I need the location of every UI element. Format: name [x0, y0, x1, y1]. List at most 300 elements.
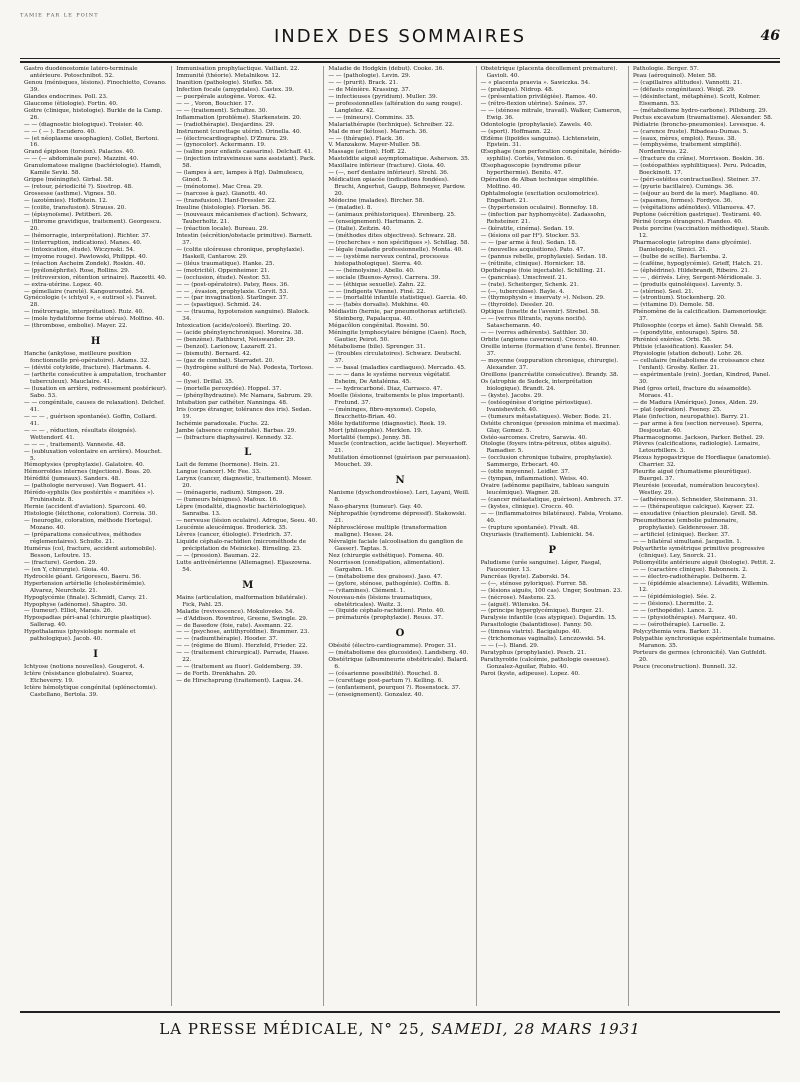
index-entry: — (aiguë). Wilensko. 54.: [480, 601, 551, 608]
index-entry: — (éphédrine). Hildebrandt, Ribeiro. 21.: [632, 267, 750, 274]
index-entry: — (—, nerf dentaire inférieur). Strehl. 36.: [328, 170, 449, 177]
index-entry: — — bilatéral simultané. Jacquelin. 1.: [632, 538, 742, 545]
index-entry: Mastoïdite aiguë asymptomatique. Asherson. 35.: [328, 156, 470, 163]
index-entry: — prématurés (prophylaxie). Reuss. 37.: [328, 615, 443, 622]
index-entry: — (hypertension oculaire). Bonnefoy. 18.: [480, 205, 599, 212]
index-entry: — (retour, périodicité ?). Sisstrop. 48.: [24, 184, 133, 191]
index-entry: — — , dérivés. Lévy, Sergent-Méridionale. 3.: [632, 274, 762, 281]
index-entry: Hypospadias péri-anal (chirurgie plastique). Sallerag. 40.: [24, 615, 152, 629]
index-entry: — (animaux préhistoriques). Ehrenberg. 25.: [328, 212, 456, 219]
index-entry: — exsudative (réaction pleurale). Grell. 58.: [632, 511, 758, 517]
index-entry: Maxillaire inférieur (fracture). Gioia. 40.: [328, 163, 446, 170]
index-entry: Phrénicé exérèse. Orbi. 58.: [632, 337, 712, 344]
index-entry: Œsophagoscopie (syndrome pileur hyperthermie). Benito. 47.: [480, 163, 581, 177]
index-entry: — — (système nerveux central, processus histopathologique). Sierra. 40.: [328, 253, 449, 267]
index-entry: — (produits quinoléiques). Laventy. 5.: [632, 281, 743, 288]
index-entry: — (kystes, clinique). Crocco. 40.: [480, 504, 574, 511]
index-entry: — — électro-radiothérapie. Delherm. 2.: [632, 573, 747, 580]
index-entry: — — congénitale, causes de relaxation). Delchef. 41.: [24, 399, 165, 413]
index-entry: — (péri-ostéites contractuelles). Steiner. 37.: [632, 177, 761, 184]
index-entry: — (kératite, cinéma). Sedan. 19.: [480, 225, 574, 232]
index-entry: Ischémie paradoxale. Fuchs. 22.: [176, 420, 270, 427]
index-entry: — (pratique). Nidrop. 48.: [480, 86, 554, 93]
index-entry: — — (hémolysine). Abello. 40.: [328, 267, 415, 274]
index-column: [323, 66, 475, 1006]
index-entry: Polypathie synchronique expérimentale humaine. Maranon. 35.: [632, 636, 776, 650]
index-entry: Porteurs de germes (chronicité). Van Gutfeldt. 20.: [632, 650, 767, 664]
index-entry: — (—, tuberculose). Bayle. 4.: [480, 288, 565, 295]
index-entry: Mains (articulation, malformation bilatérale). Fick, Pahl. 25.: [176, 594, 308, 608]
index-entry: — (iléus traumatique). Hanke. 25.: [176, 260, 275, 267]
index-entry: Mal de mer (kétose). Marrach. 36.: [328, 128, 428, 135]
index-entry: — de Hirschsprung (traitement). Laqua. 24.: [176, 678, 303, 685]
index-entry: Maladie de Hodgkin (début). Cooke. 36.: [328, 66, 445, 72]
index-entry: Phtisie (classification). Kassler. 54.: [632, 344, 734, 351]
index-entry: — (pyélonéphrite). Rose, Rollins. 29.: [24, 267, 130, 274]
index-entry: Philosophie (corps et âme). Sahli Oswald. 58.: [632, 323, 764, 330]
index-entry: — (fracture). Gordon. 29.: [24, 559, 98, 566]
index-entry: — (colite ulcéreuse chronique, prophylaxie). Haskell, Cantarow. 29.: [176, 246, 305, 260]
index-entry: Mortalité (temps). Jenny. 58.: [328, 434, 411, 441]
index-entry: — (ostéopathies syphilitiques). Peru. Polcadin, Boeckinott. 17.: [632, 163, 767, 177]
index-entry: Oreille interne (formation d'une fente). Brunner. 37.: [480, 344, 621, 358]
index-entry: — (lyse). Drillal. 35.: [176, 378, 234, 385]
index-column: [20, 66, 171, 1006]
index-entry: — — (caractère clinique). Babonneix. 2.: [632, 566, 748, 573]
index-column: [476, 66, 628, 1006]
index-entry: — (neuroglie, coloration, méthode Hortega). Mozano. 40.: [24, 518, 153, 532]
index-entry: — (motricité). Oppenheimer. 21.: [176, 267, 270, 274]
index-entry: — (tympan, inflammation). Weiss. 40.: [480, 476, 589, 483]
index-entry: — — (traitement chirurgical). Parrade, Haase. 22.: [176, 650, 310, 664]
index-entry: — (en Y, chirurgie). Gioia. 40.: [24, 566, 110, 573]
index-entry: V. Manzakow. Mayer-Muller. 58.: [328, 142, 421, 149]
index-entry: — (—, sténose pylorique). Furrer. 58.: [480, 580, 588, 587]
index-entry: Opération de Alban technique simplifiée. Molfino. 40.: [480, 177, 599, 191]
index-entry: Leucémie aleucémique. Broderick. 35.: [176, 525, 288, 532]
index-entry: — — — , guérison spontanée). Goffin, Collard. 41.: [24, 413, 157, 427]
index-entry: — — (orthopédie). Lance. 2.: [632, 608, 714, 615]
index-entry: — (pancréas). Umschweif. 21.: [480, 274, 568, 281]
index-entry: Os (atrophie de Sudeck, interprétation biologique). Brandt. 24.: [480, 378, 593, 392]
index-entry: — (troubles circulatoires). Schwarz. Deutschl. 37.: [328, 351, 462, 365]
index-entry: — — (épidémiologie). Sée. 2.: [632, 594, 717, 601]
index-entry: — par arme à feu (section nerveuse). Sperra, Desjoustar. 40.: [632, 420, 764, 434]
section-letter: P: [548, 544, 556, 556]
index-entry: Mutilation émotionnel (guérison par persuasion). Mouchet. 39.: [328, 455, 471, 469]
index-entry: — — (traitement). Schultze. 30.: [176, 107, 268, 114]
index-entry: — (tumeurs métastatiques). Weber. Bode. 21.: [480, 413, 612, 420]
index-entry: Naso-pharynx (tumeur). Gay. 40.: [328, 504, 423, 511]
index-entry: — — (éthique sexuelle). Zahn. 22.: [328, 281, 426, 288]
index-entry: — (spondylite, entourage). Spiro. 58.: [632, 330, 740, 337]
index-entry: — — (radiumthérapie). Hooder. 37.: [176, 636, 278, 643]
page-title: INDEX DES SOMMAIRES: [273, 26, 527, 47]
index-entry: — (désinfectant, métaphène). Scott, Kolmer. Eisemann. 53.: [632, 93, 761, 107]
index-entry: — — (sténose mitrale, travail). Walker, Cameron, Ewig. 36.: [480, 107, 622, 121]
index-entry: Œdème (lipoïdes sanguins). Lichtenstein, Epstein. 31.: [480, 135, 601, 149]
index-entry: Orbite (angiome caverneux). Crocco. 40.: [480, 337, 599, 344]
index-entry: Pharmacognome. Jackson, Parker. Bethel. 29.: [632, 434, 765, 441]
index-entry: — — basal (maladies cardiaques). Mercado. 45.: [328, 364, 466, 371]
index-entry: — (lampes à arc, lampes à Hg). Dalmulescu, Ginod. 5.: [176, 170, 304, 184]
issue-date: SAMEDI, 28 MARS 1931: [431, 1020, 641, 1038]
index-entry: — — (traitement au fluor). Goldemberg. 39.: [176, 664, 303, 671]
index-entry: — (rétroversion, rétention urinaire). Razzetti. 40.: [24, 274, 167, 281]
index-entry: — (végétations adénoïdes). Villanueva. 47.: [632, 205, 756, 212]
index-entry: Hérédité (jumeaux). Sanders. 48.: [24, 476, 121, 483]
index-entry: — (emphysème, traitement simplifié). Nordentreus. 22.: [632, 142, 742, 156]
index-columns: [20, 66, 780, 1006]
index-entry: — (hydrogène sulfuré de Na). Podesta, Tortoso. 40.: [176, 364, 313, 378]
index-entry: Odontologie (prophylaxie). Zawels. 40.: [480, 121, 593, 128]
index-entry: Gastro duodénostomie latéro-terminale antérieure. Potoschnibot. 52.: [24, 66, 138, 79]
index-entry: — (ménagerie, radium). Simpson. 29.: [176, 490, 285, 497]
index-entry: Obstétrique (albumineurie obstétricale). Balard. 6.: [328, 657, 468, 671]
index-entry: — — (mortalité infantile statistique). Garcia. 40.: [328, 295, 468, 302]
index-entry: — nerveuse (lésion oculaire). Adrogue, Seeu. 40.: [176, 518, 318, 525]
index-entry: — (saline pour enfants caesarins). Delchaff. 41.: [176, 149, 313, 156]
index-entry: — (métabolisme hydro-carbone). Pillsburg. 29.: [632, 107, 768, 114]
index-entry: Optique (lunette de l'avenir). Strebel. 58.: [480, 309, 600, 316]
header-rule-thick: [20, 61, 780, 63]
index-entry: Paratyphus (prophylaxie). Pesch. 21.: [480, 650, 587, 657]
index-entry: Moelle (lésions, traitements le plus important). Fretund. 37.: [328, 392, 465, 406]
section-letter: M: [242, 579, 254, 591]
index-entry: Larynx (cancer, diagnostic, traitement). Moser. 20.: [176, 476, 312, 490]
page-header: [20, 12, 780, 54]
index-entry: — — (— abdominale pure). Mazzini. 40.: [24, 156, 139, 163]
index-entry: — (et néoplasme œsophagien). Collet, Bertoni. 16.: [24, 135, 159, 149]
index-entry: Instrument (curettage utérin). Orinella. 40.: [176, 128, 302, 135]
index-entry: Médication opiacée (indications fondées). Bruchi, Angerhut, Gaupp, Bohmeyer, Pardow. 20.: [328, 177, 466, 198]
index-entry: Mort (philosophie). Merklen. 19.: [328, 427, 423, 434]
index-entry: — (rétinite, clinique). Hornicker. 18.: [480, 260, 586, 267]
index-entry: — (réaction Ascheim Zondek). Roskin. 40.: [24, 260, 146, 267]
index-entry: Hémoptysies (prophylaxie). Galatoire. 40.: [24, 462, 145, 469]
index-entry: — — (thérapie). Flack. 36.: [328, 135, 405, 142]
index-entry: — — (spastique). Schmid. 24.: [176, 302, 262, 309]
index-entry: — — (indigents Vienne). Finé. 22.: [328, 288, 426, 295]
index-entry: — — (par invagination). Starlinger. 37.: [176, 295, 288, 302]
index-entry: Lèpre (modalité, diagnostic bactériologique). Sanraiba. 13.: [176, 504, 307, 518]
index-entry: Malariathérapie (technique). Schreiber. 22.: [328, 121, 454, 128]
index-entry: — (métabolisme des glucosides). Landsberg. 40.: [328, 650, 469, 657]
index-entry: — — (pression). Bauman. 22.: [176, 552, 261, 559]
index-entry: — (thymophysin « inservaty »). Nelson. 29.: [480, 295, 605, 302]
index-entry: Nanisme (dyschondrostéose). Leri, Layani, Weill. 8.: [328, 490, 470, 504]
index-entry: Massage (action). Hoff. 22.: [328, 149, 407, 156]
index-entry: — — — dans le système nerveux végétatif. Esheim, De Antalénna. 45.: [328, 371, 451, 385]
index-entry: Intestin (sécrétion/obstacle primitive). Barnett. 37.: [176, 232, 313, 246]
index-entry: — (épisynoïsme). Petitberi. 26.: [24, 212, 113, 219]
index-entry: — — (par arme à feu). Sedan. 18.: [480, 239, 577, 246]
index-entry: Ictère (résistance globulaire). Suarez, Etcheverry. 19.: [24, 671, 134, 685]
index-entry: — (principe hyperglycémique). Burger. 21.: [480, 608, 604, 615]
index-entry: — (méninges, fibro-myxome). Copelo, Bracchetto-Brian. 40.: [328, 406, 437, 420]
index-entry: Grossesse (asthme). Vignes. 50.: [24, 191, 117, 198]
index-entry: — de Forth. Drenkhahn. 20.: [176, 671, 257, 678]
index-entry: — — , évasion, prophylaxie. Corvit. 53.: [176, 288, 289, 295]
index-entry: — (adhérences). Schneider, Steinmann. 31.: [632, 497, 758, 504]
footer-rule: [20, 1011, 780, 1013]
index-entry: Otologie (foyers intra-pétreux, otites aiguës). Ramadier. 5.: [480, 441, 612, 455]
index-entry: — — — , traitement). Vanneste. 48.: [24, 441, 126, 448]
index-entry: — (thrombose, embolie). Mayer. 22.: [24, 323, 128, 330]
index-column: [171, 66, 323, 1006]
index-entry: — cellulaire (métabolisme de croissance chez l'enfant). Grosby. Keller. 21.: [632, 358, 765, 371]
index-entry: — (présentation privilégiée). Ramos. 40.: [480, 93, 598, 100]
index-entry: Hanche (ankylose, meilleure position fonctionnelle pré-opératoire). Adams. 32.: [24, 351, 150, 365]
index-entry: Plaie (infection, neuropathie). Barry. 21.: [632, 413, 749, 420]
index-entry: — (strontium). Stockenberg. 20.: [632, 295, 726, 302]
index-entry: Môle hydatiforme (diagnostic). Reek. 19.: [328, 420, 447, 427]
index-entry: — — (post-opératoire). Patey, Rees. 36.: [176, 281, 289, 288]
index-entry: Inflammation (problème). Starkenstein. 20.: [176, 114, 302, 121]
index-entry: Gynécologie (« ichtyol », « eutirsol »). Fauvet. 28.: [24, 295, 157, 309]
index-entry: — (césarienne possibilité). Rouchel. 8.: [328, 671, 440, 678]
index-entry: Jambe (absence congénitale). Barbas. 29.: [176, 427, 296, 434]
index-entry: — — hydrocarboné. Diaz, Carrasco. 47.: [328, 385, 443, 392]
index-entry: — (ménotome). Mac Crea. 29.: [176, 184, 263, 191]
index-entry: — (capillaires altitudes). Vannotti. 21.: [632, 79, 743, 86]
index-entry: — — (psychose, antithyroïdine). Brammer. 23.: [176, 629, 310, 636]
index-entry: Obésité (électro-cardiogramme). Proger. 31.: [328, 643, 457, 650]
index-entry: Nouveau-nés (lésions traumatiques, obstétricales). Waitz. 3.: [328, 594, 433, 608]
index-entry: Médiastin (hernie, par pneumothorax artificiel). Steinberg, Papalacqua. 40.: [328, 309, 467, 323]
index-entry: Plexus hypogastrique de Hordlaque (anatomie). Charrier. 32.: [632, 455, 771, 469]
index-entry: Intoxication (acide/coloré). Bierling. 20.: [176, 323, 292, 330]
index-entry: Ostéo-sarcomes. Cretro, Saravia. 40.: [480, 434, 588, 441]
index-entry: — (dévité cotyloïde, fracture). Hartmann. 4.: [24, 365, 151, 372]
index-entry: Insuline (histologie). Florian. 56.: [176, 205, 271, 212]
index-entry: Ichtyose (notions nouvelles). Gougerot. 4.: [24, 664, 145, 671]
index-entry: — (nouvelles acquisitions). Pato. 47.: [480, 246, 585, 253]
index-entry: Pectus excavatum (traumatisme). Alexander. 58.: [632, 114, 773, 121]
section-letter: O: [395, 628, 405, 640]
index-entry: Pathologie. Berger. 57.: [632, 66, 699, 72]
index-entry: — légale (maladie professionnelle). Monta. 40.: [328, 246, 464, 253]
index-entry: — — (verres filtrants, rayons nocifs). Sataschemann. 40.: [480, 316, 587, 330]
index-entry: — (pyurie bacillaire). Cumings. 36.: [632, 184, 734, 191]
index-entry: — (bulbe de scille). Bartemba. 2.: [632, 253, 728, 260]
index-entry: Lutte antivénérienne (Allemagne). Eljaszowna. 54.: [176, 559, 312, 573]
index-entry: Grand épiploon (torsion). Palacios. 40.: [24, 149, 135, 156]
index-entry: — (rupture spontanée). Fivalt. 48.: [480, 524, 579, 531]
index-entry: Ovaire (adénome papillaire, tableau sanguin leucémique). Wagner. 28.: [480, 483, 610, 497]
index-entry: — extra-utérine. Lopez. 40.: [24, 281, 103, 288]
index-entry: — moyenne (suppuration chronique, chirurgie). Alexander. 37.: [480, 358, 619, 371]
index-entry: — (radiothérapie). Desjardins. 29.: [176, 121, 275, 128]
index-entry: Granulomatose maligne (bactériologie). Hamdi, Kamile Sevki. 58.: [24, 163, 162, 177]
index-entry: — (pylore, sténose, pathogénie). Coffin. 8.: [328, 580, 450, 587]
index-entry: Lèvres (cancer, étiologie). Friedrich. 37.: [176, 532, 293, 538]
index-entry: — (narcose à gaz). Gianotti. 40.: [176, 191, 268, 198]
index-entry: — professionnelles (altération du sang rouge). Langlelez. 42.: [328, 100, 463, 114]
index-entry: Hernie (accident d'aviation). Sparconi. 40.: [24, 504, 147, 511]
index-entry: Humérus (col, fracture, accident automobile). Besson, Lefoutre. 15.: [24, 545, 157, 559]
index-entry: Pneumothorax (embolie pulmonaire, prophylaxie). Geldenrosser. 38.: [632, 517, 739, 531]
index-entry: Polyarthrite symétrique primitive progressive (clinique). Ley, Snorck. 21.: [632, 545, 765, 559]
index-entry: — (pathologie nerveuse). Van Bogaert. 41.: [24, 483, 147, 490]
index-entry: — (séjour au bord de la mer). Magliano. 40.: [632, 191, 759, 198]
index-entry: Nourrisson (constipation, alimentation). Gargahm. 16.: [328, 559, 445, 573]
index-entry: Hypoglycémie (finale). Schmidt, Carey. 21.: [24, 594, 148, 601]
index-entry: — (défauts congénitaux). Weigl. 29.: [632, 86, 736, 93]
index-entry: — (nouveaux mécanismes d'action). Schwarz, Tauberholtz. 21.: [176, 212, 308, 225]
index-entry: — (enseignement). Hartmann. 2.: [328, 218, 423, 225]
index-entry: — (Italie). Zeitzin. 40.: [328, 225, 392, 232]
index-entry: — — (inflammatoires bilatéraux). Falsia, Vroiano. 40.: [480, 511, 623, 524]
index-entry: — (kyste). Jacobs. 29.: [480, 392, 543, 399]
index-entry: — — (épidémie alsacienne). Lévaditi, Willemin. 12.: [632, 580, 769, 594]
index-entry: — (mortelle peroxydée). Hoppel. 37.: [176, 385, 282, 392]
index-entry: Genou (ménisques, lésions). Finochietto, Covano. 39.: [24, 79, 167, 93]
index-entry: Pleurésie (exsudat, numération leucocytes). Westley. 29.: [632, 483, 760, 497]
index-entry: Ostéite chronique (pression minima et maxima). Glay, Gomez. 5.: [480, 420, 620, 434]
index-entry: — — (sérothérapie). Laruelle. 2.: [632, 622, 726, 629]
index-entry: Pancréas (kyste). Zaborski. 54.: [480, 573, 570, 580]
index-entry: — sociale (Buenos-Ayres). Carrera. 39.: [328, 274, 441, 281]
index-entry: Œsophage (non perforation congénitale, hérédo-syphilis). Cortés, Veimelon. 6.: [480, 149, 622, 163]
index-entry: Néphropathie (syndrome dépressif). Stakowski. 21.: [328, 511, 467, 525]
index-entry: Parasitologie (balantidiose). Fanny. 50.: [480, 622, 593, 629]
index-entry: Maladie (revivescence). Mokuloveko. 54.: [176, 608, 295, 615]
index-entry: Immunisation prophylactique. Vaillant. 22.: [176, 66, 300, 72]
index-entry: — plat (opération). Feeney. 25.: [632, 406, 722, 413]
section-letter: I: [93, 649, 98, 661]
index-entry: — (otite moyenne). Leidler. 37.: [480, 469, 570, 476]
index-entry: — — — , réduction, résultats éloignés). Wettendorf. 41.: [24, 427, 137, 441]
section-letter: N: [395, 475, 405, 487]
index-entry: — (phénylhydrazine). Mc Namara, Sabrum. 29.: [176, 392, 313, 399]
index-entry: — (tumeur). Elliot, Marais. 26.: [24, 608, 113, 615]
index-entry: Pleurite aiguë (rhumatisme pleurétique). Buergel. 37.: [632, 469, 752, 483]
index-entry: — (thyroïde). Dessler. 20.: [480, 302, 554, 309]
index-entry: Glandes endocrines. Poll. 23.: [24, 93, 108, 100]
index-entry: — (tumeurs bénignes). Mafoux. 16.: [176, 497, 278, 504]
index-entry: Méningite lymphocytaire bénigne (Caen). Roch, Gautier, Peirot. 50.: [328, 330, 467, 344]
margin-note: ᵀᴬᴹᴵᴱ ᴾᴬᴿ ᴸᴱ ᴾᴼᴵᴺᵀ: [20, 12, 99, 21]
index-entry: — — (lésions). Lhermitte. 2.: [632, 601, 714, 608]
index-entry: Intubation par cathéter. Nanninga. 48.: [176, 399, 288, 406]
index-entry: — (bifracture diaphysaire). Kennedy. 32.: [176, 434, 293, 441]
index-entry: — (eaux, mères, emploi). Reuss. 38.: [632, 135, 737, 142]
index-entry: — (métrorragie, interprétation). Ruiz. 40.: [24, 309, 144, 316]
index-entry: — (métabolisme des graisses). Jaso. 47.: [328, 573, 443, 580]
index-entry: — (acide phénylsynchronique). Moreira. 38.: [176, 330, 304, 337]
index-entry: — infectieuses (pyridium). Muller. 39.: [328, 93, 438, 100]
index-entry: — — (régime de Blum). Herzfeld, Frieder. 22.: [176, 643, 308, 650]
index-entry: — (hémorragie, interprétation). Richter. 37.: [24, 232, 151, 239]
index-entry: — (électrocardiographe). D'Zmura. 29.: [176, 135, 289, 142]
index-entry: Hydrocèle géant. Grigorescu, Baeru. 56.: [24, 573, 142, 580]
index-entry: — puerpérale autogène. Vorox. 42.: [176, 93, 277, 100]
index-entry: — — , Voron, Bouchier. 17.: [176, 100, 254, 107]
index-entry: — (arthrite consécutive à amputation, trochanter tuberculeux). Mauclaire. 41.: [24, 372, 167, 386]
index-entry: Histologie (léicthone, coloration). Correia. 30.: [24, 511, 158, 518]
index-entry: — (enseignement). Gonzalez. 40.: [328, 692, 424, 699]
journal-name: LA PRESSE MÉDICALE, N° 25,: [159, 1020, 426, 1038]
index-entry: Périné (corps étrangers). Fiandeo. 40.: [632, 218, 743, 225]
index-entry: — (myome rouge). Pawlowski, Philippi. 40.: [24, 253, 148, 260]
index-entry: — de Ménière. Krassing. 37.: [328, 86, 411, 93]
index-entry: — (lésions oil par H²). Stocker. 53.: [480, 232, 580, 239]
index-entry: — — (—). Bland. 29.: [480, 643, 539, 650]
index-entry: Infection focale (amygdales). Castex. 39.: [176, 86, 294, 93]
index-entry: — (enfantement, pourquoi ?). Rosenstock. 37.: [328, 685, 461, 692]
section-letter: L: [244, 447, 252, 459]
index-entry: Oxyuriasis (traitement). Lubienicki. 54.: [480, 531, 595, 538]
index-entry: Phénomène de la calcification. Damsnorioukjr. 37.: [632, 309, 767, 323]
index-entry: — de Basedow (foie, rate). Assmann. 22.: [176, 622, 293, 629]
index-entry: — (nécrose). Mastens. 23.: [480, 594, 556, 601]
index-entry: Physiologie (station debout). Lohr. 26.: [632, 351, 743, 358]
index-entry: — (subluxation volontaire en arrière). Mouchet. 5.: [24, 448, 162, 462]
index-entry: Parathyroïde (calcémie, pathologie osseuse). Gonzalez-Aguilar, Rubio. 40.: [480, 657, 610, 671]
index-entry: — — (mineurs). Commins. 35.: [328, 114, 415, 121]
index-entry: Muscle (contraction, acide lactique). Meyerhoff. 21.: [328, 441, 468, 455]
index-entry: — (fracture du crâne). Morrisson. Boskin. 36.: [632, 156, 765, 163]
index-entry: — (transfusion). Hanf-Dressler. 22.: [176, 198, 277, 205]
index-entry: Pédiatrie (broncho-pneumonies). Levesque. 4.: [632, 121, 766, 128]
page-number: 46: [760, 28, 780, 44]
index-entry: — — (physiothérapie). Marquez. 40.: [632, 615, 738, 622]
index-entry: Nez (chirurgie esthétique). Fomena. 40.: [328, 552, 444, 559]
index-entry: — (liquide céphalo-rachidien). Pinto. 40.: [328, 608, 445, 615]
index-entry: Ictère hémolytique congénital (splénectomie). Castellano, Bertola. 39.: [24, 685, 157, 699]
index-entry: — (benzène). Rathburst, Neiswander. 29.: [176, 337, 296, 344]
index-entry: — (réaction locale). Bureau. 29.: [176, 225, 269, 232]
index-entry: — « placenta praevia ». Sawiczka. 54.: [480, 79, 591, 86]
index-entry: Médecine (malades). Bircher. 58.: [328, 198, 425, 205]
index-entry: — (occlusion, étude). Nestor. 53.: [176, 274, 271, 281]
index-entry: Peau (aéroquinol). Meier. 58.: [632, 72, 717, 79]
index-entry: — (rate). Scheiterger, Schenk. 21.: [480, 281, 579, 288]
index-entry: — (recherches « non spécifiques »). Schillag. 58.: [328, 239, 470, 246]
page-footer: [20, 1020, 780, 1038]
index-entry: — (cancer métastatique, guérison). Ambrech. 37.: [480, 497, 623, 504]
index-entry: Immunité (théorie). Metalnikow. 12.: [176, 72, 281, 79]
index-entry: — (azotémies). Hoffstein. 12.: [24, 198, 108, 205]
index-entry: — de Madura (Amérique). Jones, Alden. 29.: [632, 399, 759, 406]
index-entry: Pied (gros orteil, fracture du sésamoïde). Moraes. 41.: [632, 385, 752, 399]
index-entry: Hémorroïdes internes (injections). Boas. 20.: [24, 469, 152, 476]
index-entry: Obstétrique (placenta décollement prématuré). Gavioli. 40.: [480, 66, 618, 79]
index-entry: — (bismuth). Bernard. 42.: [176, 351, 252, 358]
index-entry: Peptone (sécrétion gastrique). Testirami. 40.: [632, 212, 762, 219]
index-entry: — — (tabès dorsalis). Mukhine. 40.: [328, 302, 430, 309]
index-entry: — gémellaire (rareté). Kangouroudzé. 54.: [24, 288, 145, 295]
index-entry: — (spasmes, formes). Fordyce. 36.: [632, 198, 733, 205]
index-entry: — — (prurit). Brack. 21.: [328, 79, 398, 86]
index-entry: — (préparations consécutives, méthodes réglementaires). Schulte. 21.: [24, 532, 142, 545]
index-entry: Hypothalamus (physiologie normale et pathologique). Jacob. 40.: [24, 629, 136, 643]
index-entry: — (trichomonas vaginalis). Lenczowski. 54.: [480, 636, 606, 643]
index-entry: Pouce (reconstruction). Bunnell. 32.: [632, 663, 738, 670]
index-entry: Glaucome (étiologie). Fortin. 40.: [24, 100, 118, 107]
index-entry: — (occlusion chronique tubaire, prophylaxie). Sammergo, Erbecart. 40.: [480, 455, 613, 469]
index-entry: — (fibrome gravidique, traitement). Georgescu. 20.: [24, 218, 162, 232]
index-entry: Oreillons (pancréatite consécutive). Brandy. 38.: [480, 371, 619, 378]
index-entry: — (ostéogénèse d'origine périostique). Ivanishevitch. 40.: [480, 399, 593, 413]
index-entry: — expérimentale (rein). Jordan, Kindred, Panel. 30.: [632, 371, 771, 385]
index-column: [628, 66, 780, 1006]
index-entry: — (gynocolor). Ackermann. 19.: [176, 142, 266, 149]
index-entry: — — (verres adhérents). Satthler. 30.: [480, 330, 589, 337]
index-entry: Poliomyélite antérieure aiguë (biologie). Pettit. 2.: [632, 559, 776, 566]
index-entry: Polycythemia vera. Barker. 31.: [632, 629, 722, 636]
